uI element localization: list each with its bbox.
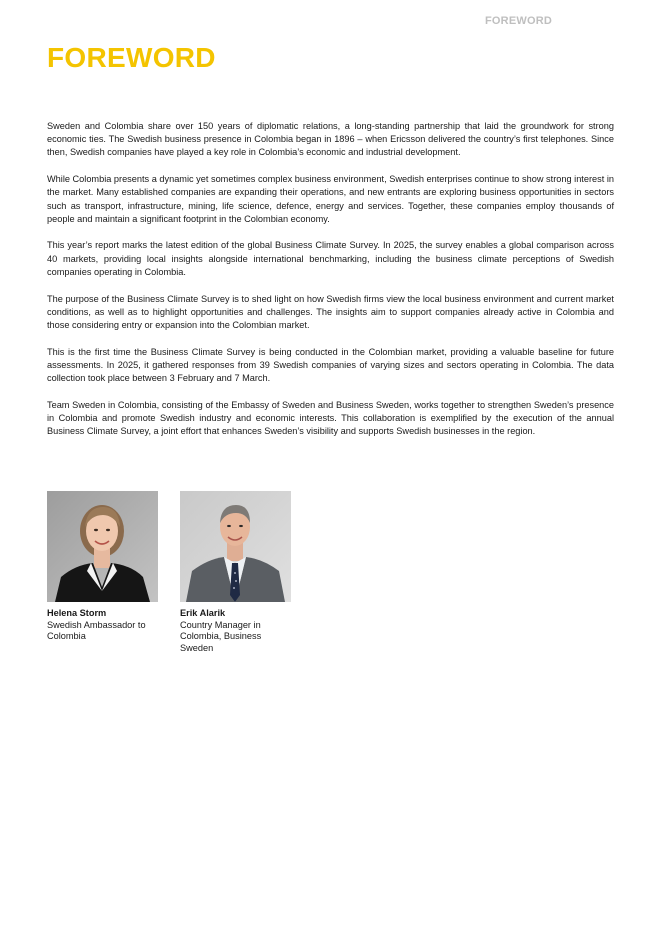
- paragraph: Team Sweden in Colombia, consisting of the Embassy of Sweden and Business Sweden, works together to strengthen Sweden’s presence in Colombia and promote Swedish industry and economic interests. This collaboration is exemplified by the execution of the annual Business Climate Survey, a joint effort that enhances Sweden’s visibility and supports Swedish businesses in the region.: [47, 399, 614, 437]
- signatories: [47, 491, 291, 654]
- paragraph: This year’s report marks the latest edition of the global Business Climate Survey. In 2025, the survey enables a global comparison across 40 markets, providing local insights alongside international benchmarking, including the business climate perceptions of Swedish companies operating in Colombia.: [47, 240, 614, 277]
- portrait-photo: [47, 491, 158, 602]
- portrait-photo: [180, 491, 291, 602]
- paragraph: Sweden and Colombia share over 150 years of diplomatic relations, a long-standing partnership that laid the groundwork for strong economic ties. The Swedish business presence in Colombia began in 1896 – when Ericsson delivered the country’s first telephones. Since then, Swedish companies have played a key role in Colombia’s economic and industrial development.: [47, 121, 614, 158]
- running-header: FOREWORD: [485, 15, 552, 27]
- signatory-name: Helena Storm: [47, 608, 107, 618]
- paragraph: While Colombia presents a dynamic yet sometimes complex business environment, Swedish enterprises continue to show strong interest in the market. Many established companies are expanding their operations, and new entrants are exploring business opportunities in sectors such as transport, infrastructure, mining, life science, defence, energy and services. Together, these companies employ thousands of people and maintain a significant footprint in the Colombian economy.: [47, 174, 614, 224]
- page-title: FOREWORD: [47, 42, 216, 73]
- signatory-erik-alarik: [180, 491, 291, 654]
- signatory-role: Swedish Ambassador to Colombia: [47, 619, 146, 641]
- signatory-name: Erik Alarik: [180, 608, 226, 618]
- foreword-body: [47, 120, 614, 452]
- paragraph: This is the first time the Business Climate Survey is being conducted in the Colombian market, providing a valuable baseline for future assessments. In 2025, it gathered responses from 39 Swedish companies of varying sizes and sectors operating in Colombia. The data collection took place between 3 February and 7 March.: [47, 346, 614, 384]
- paragraph: The purpose of the Business Climate Survey is to shed light on how Swedish firms view the local business environment and current market conditions, as well as to highlight opportunities and challenges. The insights aim to support companies already active in Colombia and those considering entry or expansion into the Colombian market.: [47, 293, 614, 330]
- signatory-helena-storm: [47, 491, 158, 654]
- signatory-role: Country Manager in Colombia, Business Sweden: [180, 619, 262, 653]
